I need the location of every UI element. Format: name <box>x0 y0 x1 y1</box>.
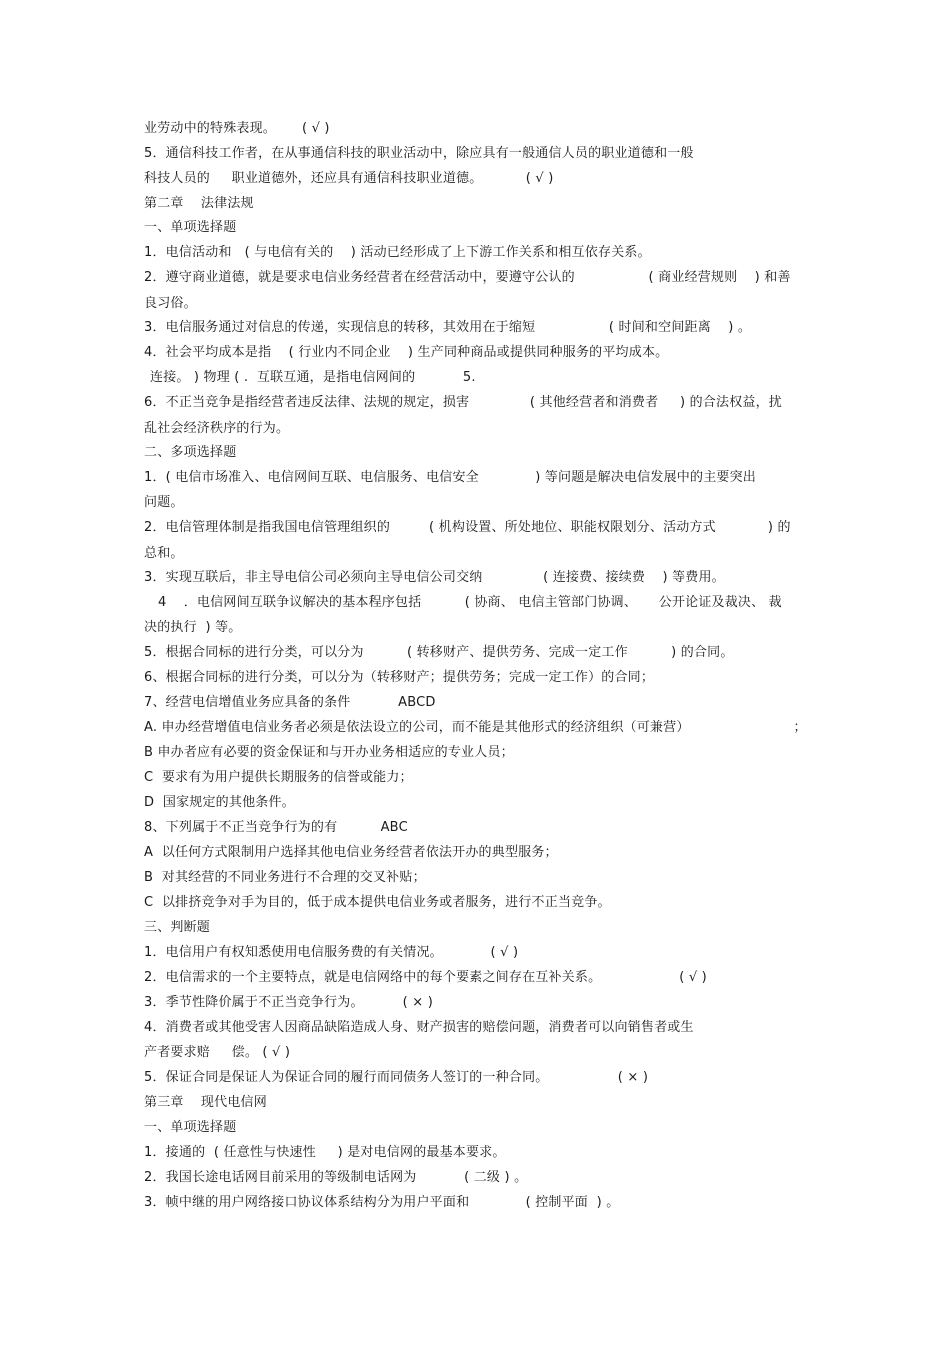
text-line: 3．实现互联后，非主导电信公司必须向主导电信公司交纳 ( 连接费、接续费 ) 等费用。 <box>144 570 725 585</box>
text-line: 1．( 电信市场准入、电信网间互联、电信服务、电信安全 ) 等问题是解决电信发展中的主要突出 <box>144 470 756 485</box>
text-line: 决的执行 ) 等。 <box>144 620 242 635</box>
section-heading: 一、单项选择题 <box>144 1120 237 1135</box>
text-line: 5．通信科技工作者，在从事通信科技的职业活动中，除应具有一般通信人员的职业道德和一般 <box>144 146 694 161</box>
text-line: 5．根据合同标的进行分类，可以分为 ( 转移财产、提供劳务、完成一定工作 ) 的合同。 <box>144 645 734 660</box>
text-line: D 国家规定的其他条件。 <box>144 795 295 810</box>
section-heading: 二、多项选择题 <box>144 445 237 460</box>
text-line: 6．不正当竞争是指经营者违反法律、法规的规定，损害 ( 其他经营者和消费者 ) 的合法权益，扰 <box>144 395 782 410</box>
text-line: 科技人员的 职业道德外，还应具有通信科技职业道德。 ( √ ) <box>144 171 554 186</box>
text-line: C 要求有为用户提供长期服务的信誉或能力； <box>144 770 413 785</box>
text-line: 3．电信服务通过对信息的传递，实现信息的转移，其效用在于缩短 ( 时间和空间距离 ) 。 <box>144 320 752 335</box>
section-heading: 三、判断题 <box>144 920 211 935</box>
text-line: 2．我国长途电话网目前采用的等级制电话网为 ( 二级 ) 。 <box>144 1170 528 1185</box>
text-line: 3．季节性降价属于不正当竞争行为。 ( × ) <box>144 995 433 1010</box>
text-line: 4．社会平均成本是指 ( 行业内不同企业 ) 生产同种商品或提供同种服务的平均成本。 <box>144 345 669 360</box>
text-line: 2．电信需求的一个主要特点，就是电信网络中的每个要素之间存在互补关系。 ( √ ) <box>144 970 707 985</box>
text-line: A. 申办经营增值电信业务者必须是依法设立的公司，而不能是其他形式的经济组织（可兼营） ； <box>144 720 807 735</box>
text-line: 6、根据合同标的进行分类，可以分为（转移财产；提供劳务；完成一定工作）的合同； <box>144 670 655 685</box>
text-line: 连接。 ) 物理 ( . 互联互通，是指电信网间的 5. <box>150 370 476 385</box>
text-line: 1．电信活动和 ( 与电信有关的 ) 活动已经形成了上下游工作关系和相互依存关系。 <box>144 245 651 260</box>
text-line: 业劳动中的特殊表现。 ( √ ) <box>144 121 330 136</box>
text-line: 产者要求赔 偿。 ( √ ) <box>144 1045 291 1060</box>
text-line: C 以排挤竞争对手为目的，低于成本提供电信业务或者服务，进行不正当竞争。 <box>144 895 611 910</box>
text-line: B 对其经营的不同业务进行不合理的交叉补贴； <box>144 870 426 885</box>
text-line: 7、经营电信增值业务应具备的条件 ABCD <box>144 695 436 710</box>
text-line: 问题。 <box>144 495 184 510</box>
text-line: 良习俗。 <box>144 296 197 311</box>
chapter-heading: 第二章 法律法规 <box>144 196 254 211</box>
text-line: 1．接通的 ( 任意性与快速性 ) 是对电信网的最基本要求。 <box>144 1145 506 1160</box>
text-line: 5．保证合同是保证人为保证合同的履行而同债务人签订的一种合同。 ( × ) <box>144 1070 649 1085</box>
text-line: 2．遵守商业道德，就是要求电信业务经营者在经营活动中，要遵守公认的 ( 商业经营规则 ) 和善 <box>144 270 791 285</box>
text-line: B 申办者应有必要的资金保证和与开办业务相适应的专业人员； <box>144 745 514 760</box>
text-line: 总和。 <box>144 546 184 561</box>
text-line: 2．电信管理体制是指我国电信管理组织的 ( 机构设置、所处地位、职能权限划分、活动方式 ) 的 <box>144 520 791 535</box>
text-line: A 以任何方式限制用户选择其他电信业务经营者依法开办的典型服务； <box>144 845 558 860</box>
text-line: 8、下列属于不正当竞争行为的有 ABC <box>144 820 408 835</box>
text-line: 4．消费者或其他受害人因商品缺陷造成人身、财产损害的赔偿问题，消费者可以向销售者或生 <box>144 1020 694 1035</box>
text-line: 4 ．电信网间互联争议解决的基本程序包括 ( 协商、 电信主管部门协调、 公开论证及裁决、 裁 <box>158 595 782 610</box>
chapter-heading: 第三章 现代电信网 <box>144 1095 267 1110</box>
text-line: 1．电信用户有权知悉使用电信服务费的有关情况。 ( √ ) <box>144 945 519 960</box>
text-line: 3．帧中继的用户网络接口协议体系结构分为用户平面和 ( 控制平面 ) 。 <box>144 1195 620 1210</box>
section-heading: 一、单项选择题 <box>144 220 237 235</box>
text-line: 乱社会经济秩序的行为。 <box>144 421 290 436</box>
